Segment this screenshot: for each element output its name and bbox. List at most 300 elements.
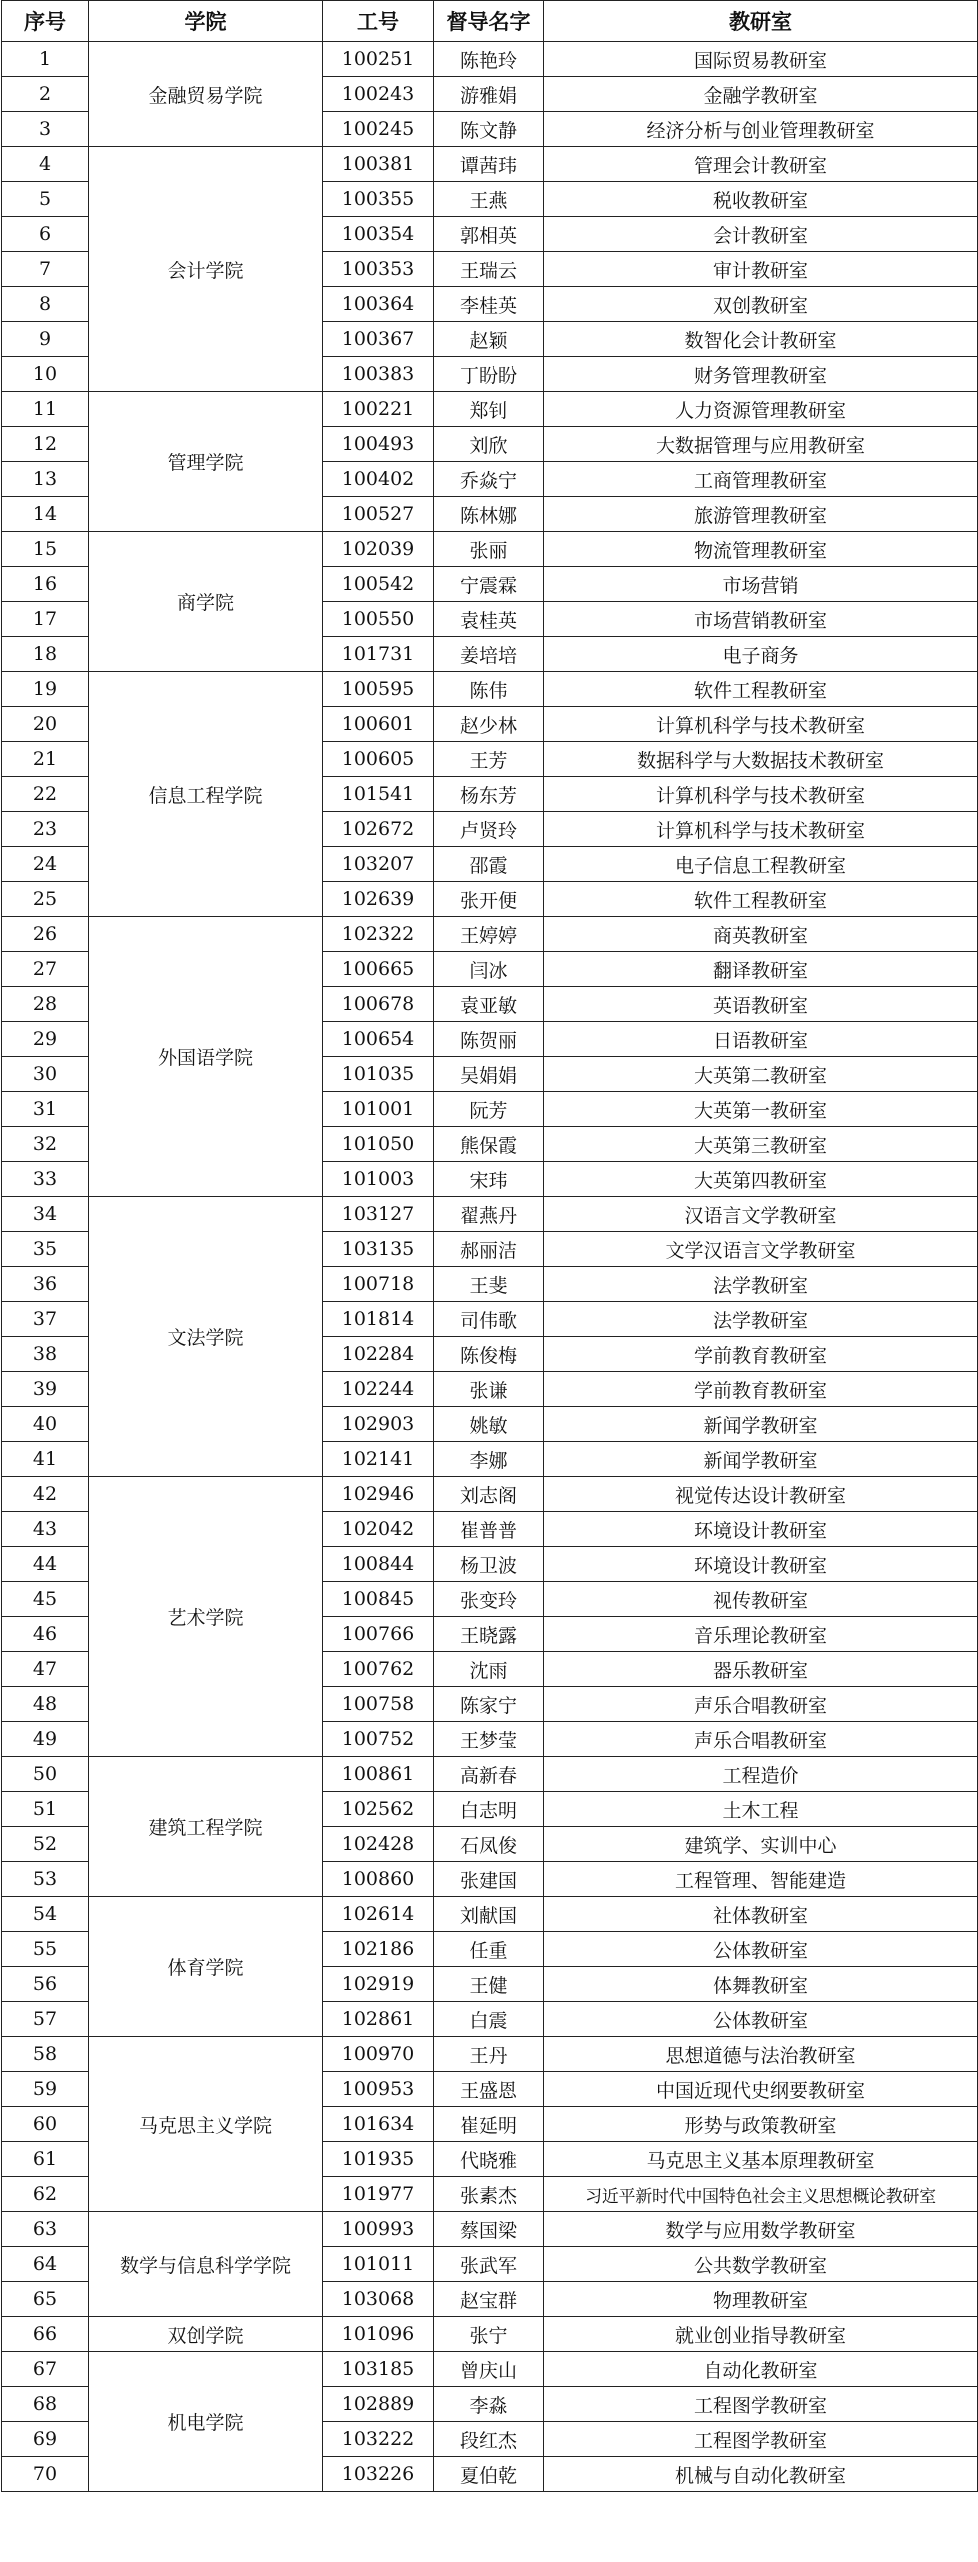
- staff-id-cell: 101003: [323, 1162, 434, 1197]
- serial-cell: 3: [2, 112, 89, 147]
- staff-id-cell: 100678: [323, 987, 434, 1022]
- supervisor-name-cell: 杨卫波: [434, 1547, 544, 1582]
- serial-cell: 43: [2, 1512, 89, 1547]
- supervisor-name-cell: 王盛恩: [434, 2072, 544, 2107]
- teaching-office-cell: 商英教研室: [544, 917, 978, 952]
- teaching-office-cell: 大英第三教研室: [544, 1127, 978, 1162]
- serial-cell: 59: [2, 2072, 89, 2107]
- teaching-office-cell: 思想道德与法治教研室: [544, 2037, 978, 2072]
- supervisor-name-cell: 王斐: [434, 1267, 544, 1302]
- serial-cell: 41: [2, 1442, 89, 1477]
- serial-cell: 2: [2, 77, 89, 112]
- serial-cell: 64: [2, 2247, 89, 2282]
- teaching-office-cell: 计算机科学与技术教研室: [544, 707, 978, 742]
- serial-cell: 17: [2, 602, 89, 637]
- supervisor-name-cell: 袁桂英: [434, 602, 544, 637]
- teaching-office-cell: 马克思主义基本原理教研室: [544, 2142, 978, 2177]
- supervisor-name-cell: 张丽: [434, 532, 544, 567]
- staff-id-cell: 100993: [323, 2212, 434, 2247]
- teaching-office-cell: 自动化教研室: [544, 2352, 978, 2387]
- college-cell: 双创学院: [89, 2317, 323, 2352]
- teaching-office-cell: 英语教研室: [544, 987, 978, 1022]
- teaching-office-cell: 大英第四教研室: [544, 1162, 978, 1197]
- teaching-office-cell: 物流管理教研室: [544, 532, 978, 567]
- teaching-office-cell: 软件工程教研室: [544, 882, 978, 917]
- supervisor-name-cell: 姚敏: [434, 1407, 544, 1442]
- teaching-office-cell: 新闻学教研室: [544, 1442, 978, 1477]
- supervisor-name-cell: 张变玲: [434, 1582, 544, 1617]
- staff-id-cell: 100353: [323, 252, 434, 287]
- staff-id-cell: 100718: [323, 1267, 434, 1302]
- staff-id-cell: 100752: [323, 1722, 434, 1757]
- staff-id-cell: 103207: [323, 847, 434, 882]
- supervisor-name-cell: 邵霞: [434, 847, 544, 882]
- college-cell: 体育学院: [89, 1897, 323, 2037]
- staff-id-cell: 100367: [323, 322, 434, 357]
- serial-cell: 9: [2, 322, 89, 357]
- college-cell: 商学院: [89, 532, 323, 672]
- serial-cell: 23: [2, 812, 89, 847]
- supervisor-name-cell: 刘献国: [434, 1897, 544, 1932]
- staff-id-cell: 100845: [323, 1582, 434, 1617]
- supervisor-name-cell: 王瑞云: [434, 252, 544, 287]
- staff-id-cell: 103222: [323, 2422, 434, 2457]
- serial-cell: 29: [2, 1022, 89, 1057]
- serial-cell: 30: [2, 1057, 89, 1092]
- staff-id-cell: 102284: [323, 1337, 434, 1372]
- serial-cell: 49: [2, 1722, 89, 1757]
- supervisor-name-cell: 陈文静: [434, 112, 544, 147]
- serial-cell: 7: [2, 252, 89, 287]
- header-serial: 序号: [2, 1, 89, 42]
- supervisor-name-cell: 刘志阁: [434, 1477, 544, 1512]
- supervisor-name-cell: 王丹: [434, 2037, 544, 2072]
- supervisor-name-cell: 蔡国梁: [434, 2212, 544, 2247]
- serial-cell: 4: [2, 147, 89, 182]
- teaching-office-cell: 大英第一教研室: [544, 1092, 978, 1127]
- staff-id-cell: 101977: [323, 2177, 434, 2212]
- staff-id-cell: 100605: [323, 742, 434, 777]
- college-cell: 管理学院: [89, 392, 323, 532]
- supervisor-name-cell: 王梦莹: [434, 1722, 544, 1757]
- serial-cell: 18: [2, 637, 89, 672]
- table-row: [2, 1197, 978, 1232]
- serial-cell: 55: [2, 1932, 89, 1967]
- serial-cell: 24: [2, 847, 89, 882]
- staff-id-cell: 100861: [323, 1757, 434, 1792]
- supervisor-name-cell: 张开便: [434, 882, 544, 917]
- supervisor-name-cell: 陈贺丽: [434, 1022, 544, 1057]
- serial-cell: 37: [2, 1302, 89, 1337]
- teaching-office-cell: 工程造价: [544, 1757, 978, 1792]
- staff-id-cell: 102562: [323, 1792, 434, 1827]
- serial-cell: 44: [2, 1547, 89, 1582]
- serial-cell: 22: [2, 777, 89, 812]
- teaching-office-cell: 市场营销教研室: [544, 602, 978, 637]
- serial-cell: 6: [2, 217, 89, 252]
- college-cell: 机电学院: [89, 2352, 323, 2492]
- staff-id-cell: 100245: [323, 112, 434, 147]
- teaching-office-cell: 计算机科学与技术教研室: [544, 777, 978, 812]
- supervisor-name-cell: 石凤俊: [434, 1827, 544, 1862]
- serial-cell: 33: [2, 1162, 89, 1197]
- serial-cell: 54: [2, 1897, 89, 1932]
- staff-id-cell: 100493: [323, 427, 434, 462]
- teaching-office-cell: 双创教研室: [544, 287, 978, 322]
- teaching-office-cell: 会计教研室: [544, 217, 978, 252]
- header-row: [2, 1, 978, 42]
- staff-id-cell: 100860: [323, 1862, 434, 1897]
- serial-cell: 45: [2, 1582, 89, 1617]
- supervisor-name-cell: 王婷婷: [434, 917, 544, 952]
- serial-cell: 61: [2, 2142, 89, 2177]
- college-cell: 数学与信息科学学院: [89, 2212, 323, 2317]
- supervisor-name-cell: 段红杰: [434, 2422, 544, 2457]
- serial-cell: 58: [2, 2037, 89, 2072]
- staff-id-cell: 103185: [323, 2352, 434, 2387]
- serial-cell: 10: [2, 357, 89, 392]
- serial-cell: 31: [2, 1092, 89, 1127]
- staff-id-cell: 102186: [323, 1932, 434, 1967]
- supervisor-name-cell: 崔延明: [434, 2107, 544, 2142]
- staff-id-cell: 102861: [323, 2002, 434, 2037]
- serial-cell: 48: [2, 1687, 89, 1722]
- staff-id-cell: 100402: [323, 462, 434, 497]
- supervisor-name-cell: 高新春: [434, 1757, 544, 1792]
- serial-cell: 21: [2, 742, 89, 777]
- serial-cell: 51: [2, 1792, 89, 1827]
- serial-cell: 42: [2, 1477, 89, 1512]
- header-college: 学院: [89, 1, 323, 42]
- serial-cell: 67: [2, 2352, 89, 2387]
- supervisor-name-cell: 王燕: [434, 182, 544, 217]
- teaching-office-cell: 声乐合唱教研室: [544, 1722, 978, 1757]
- teaching-office-cell: 形势与政策教研室: [544, 2107, 978, 2142]
- teaching-office-cell: 管理会计教研室: [544, 147, 978, 182]
- teaching-office-cell: 汉语言文学教研室: [544, 1197, 978, 1232]
- staff-id-cell: 100221: [323, 392, 434, 427]
- college-cell: 信息工程学院: [89, 672, 323, 917]
- serial-cell: 40: [2, 1407, 89, 1442]
- serial-cell: 25: [2, 882, 89, 917]
- staff-id-cell: 102322: [323, 917, 434, 952]
- college-cell: 外国语学院: [89, 917, 323, 1197]
- teaching-office-cell: 工程图学教研室: [544, 2422, 978, 2457]
- supervisor-name-cell: 熊保霞: [434, 1127, 544, 1162]
- staff-id-cell: 100665: [323, 952, 434, 987]
- supervisor-table: [1, 0, 978, 2492]
- supervisor-name-cell: 谭茜玮: [434, 147, 544, 182]
- table-row: [2, 1897, 978, 1932]
- teaching-office-cell: 体舞教研室: [544, 1967, 978, 2002]
- staff-id-cell: 102672: [323, 812, 434, 847]
- supervisor-name-cell: 陈俊梅: [434, 1337, 544, 1372]
- teaching-office-cell: 大英第二教研室: [544, 1057, 978, 1092]
- supervisor-name-cell: 翟燕丹: [434, 1197, 544, 1232]
- teaching-office-cell: 社体教研室: [544, 1897, 978, 1932]
- supervisor-name-cell: 沈雨: [434, 1652, 544, 1687]
- college-cell: 金融贸易学院: [89, 42, 323, 147]
- serial-cell: 15: [2, 532, 89, 567]
- serial-cell: 65: [2, 2282, 89, 2317]
- staff-id-cell: 100355: [323, 182, 434, 217]
- teaching-office-cell: 文学汉语言文学教研室: [544, 1232, 978, 1267]
- staff-id-cell: 101731: [323, 637, 434, 672]
- supervisor-name-cell: 王芳: [434, 742, 544, 777]
- staff-id-cell: 102903: [323, 1407, 434, 1442]
- college-cell: 文法学院: [89, 1197, 323, 1477]
- college-cell: 马克思主义学院: [89, 2037, 323, 2212]
- teaching-office-cell: 新闻学教研室: [544, 1407, 978, 1442]
- serial-cell: 14: [2, 497, 89, 532]
- supervisor-name-cell: 杨东芳: [434, 777, 544, 812]
- staff-id-cell: 100243: [323, 77, 434, 112]
- teaching-office-cell: 环境设计教研室: [544, 1512, 978, 1547]
- staff-id-cell: 102042: [323, 1512, 434, 1547]
- staff-id-cell: 100654: [323, 1022, 434, 1057]
- staff-id-cell: 103135: [323, 1232, 434, 1267]
- staff-id-cell: 100364: [323, 287, 434, 322]
- teaching-office-cell: 工商管理教研室: [544, 462, 978, 497]
- supervisor-name-cell: 卢贤玲: [434, 812, 544, 847]
- table-row: [2, 392, 978, 427]
- supervisor-name-cell: 白志明: [434, 1792, 544, 1827]
- serial-cell: 28: [2, 987, 89, 1022]
- supervisor-name-cell: 张宁: [434, 2317, 544, 2352]
- teaching-office-cell: 财务管理教研室: [544, 357, 978, 392]
- serial-cell: 66: [2, 2317, 89, 2352]
- serial-cell: 36: [2, 1267, 89, 1302]
- staff-id-cell: 100766: [323, 1617, 434, 1652]
- supervisor-name-cell: 郭相英: [434, 217, 544, 252]
- teaching-office-cell: 工程图学教研室: [544, 2387, 978, 2422]
- teaching-office-cell: 公共数学教研室: [544, 2247, 978, 2282]
- teaching-office-cell: 机械与自动化教研室: [544, 2457, 978, 2492]
- serial-cell: 60: [2, 2107, 89, 2142]
- table-row: [2, 147, 978, 182]
- serial-cell: 12: [2, 427, 89, 462]
- teaching-office-cell: 建筑学、实训中心: [544, 1827, 978, 1862]
- teaching-office-cell: 习近平新时代中国特色社会主义思想概论教研室: [544, 2177, 978, 2212]
- staff-id-cell: 100844: [323, 1547, 434, 1582]
- teaching-office-cell: 中国近现代史纲要教研室: [544, 2072, 978, 2107]
- staff-id-cell: 100601: [323, 707, 434, 742]
- supervisor-name-cell: 李桂英: [434, 287, 544, 322]
- staff-id-cell: 103127: [323, 1197, 434, 1232]
- teaching-office-cell: 视觉传达设计教研室: [544, 1477, 978, 1512]
- serial-cell: 62: [2, 2177, 89, 2212]
- supervisor-name-cell: 张武军: [434, 2247, 544, 2282]
- table-row: [2, 2317, 978, 2352]
- serial-cell: 53: [2, 1862, 89, 1897]
- supervisor-name-cell: 闫冰: [434, 952, 544, 987]
- teaching-office-cell: 国际贸易教研室: [544, 42, 978, 77]
- serial-cell: 11: [2, 392, 89, 427]
- staff-id-cell: 100542: [323, 567, 434, 602]
- serial-cell: 63: [2, 2212, 89, 2247]
- supervisor-name-cell: 丁盼盼: [434, 357, 544, 392]
- teaching-office-cell: 数学与应用数学教研室: [544, 2212, 978, 2247]
- teaching-office-cell: 审计教研室: [544, 252, 978, 287]
- staff-id-cell: 100595: [323, 672, 434, 707]
- serial-cell: 68: [2, 2387, 89, 2422]
- staff-id-cell: 101814: [323, 1302, 434, 1337]
- college-cell: 会计学院: [89, 147, 323, 392]
- teaching-office-cell: 法学教研室: [544, 1302, 978, 1337]
- staff-id-cell: 100762: [323, 1652, 434, 1687]
- serial-cell: 35: [2, 1232, 89, 1267]
- teaching-office-cell: 数据科学与大数据技术教研室: [544, 742, 978, 777]
- teaching-office-cell: 经济分析与创业管理教研室: [544, 112, 978, 147]
- staff-id-cell: 103068: [323, 2282, 434, 2317]
- teaching-office-cell: 日语教研室: [544, 1022, 978, 1057]
- staff-id-cell: 102428: [323, 1827, 434, 1862]
- supervisor-name-cell: 赵少林: [434, 707, 544, 742]
- supervisor-name-cell: 白震: [434, 2002, 544, 2037]
- supervisor-name-cell: 司伟歌: [434, 1302, 544, 1337]
- serial-cell: 70: [2, 2457, 89, 2492]
- serial-cell: 47: [2, 1652, 89, 1687]
- teaching-office-cell: 环境设计教研室: [544, 1547, 978, 1582]
- supervisor-name-cell: 乔焱宁: [434, 462, 544, 497]
- supervisor-name-cell: 王健: [434, 1967, 544, 2002]
- serial-cell: 32: [2, 1127, 89, 1162]
- staff-id-cell: 102946: [323, 1477, 434, 1512]
- supervisor-name-cell: 代晓雅: [434, 2142, 544, 2177]
- teaching-office-cell: 电子信息工程教研室: [544, 847, 978, 882]
- teaching-office-cell: 旅游管理教研室: [544, 497, 978, 532]
- teaching-office-cell: 法学教研室: [544, 1267, 978, 1302]
- staff-id-cell: 100354: [323, 217, 434, 252]
- supervisor-name-cell: 袁亚敏: [434, 987, 544, 1022]
- college-cell: 建筑工程学院: [89, 1757, 323, 1897]
- serial-cell: 19: [2, 672, 89, 707]
- supervisor-name-cell: 张谦: [434, 1372, 544, 1407]
- staff-id-cell: 100251: [323, 42, 434, 77]
- serial-cell: 8: [2, 287, 89, 322]
- supervisor-name-cell: 李娜: [434, 1442, 544, 1477]
- header-supervisor-name: 督导名字: [434, 1, 544, 42]
- header-staff-id: 工号: [323, 1, 434, 42]
- serial-cell: 56: [2, 1967, 89, 2002]
- supervisor-name-cell: 姜培培: [434, 637, 544, 672]
- teaching-office-cell: 金融学教研室: [544, 77, 978, 112]
- staff-id-cell: 102639: [323, 882, 434, 917]
- header-teaching-office: 教研室: [544, 1, 978, 42]
- staff-id-cell: 101541: [323, 777, 434, 812]
- serial-cell: 5: [2, 182, 89, 217]
- staff-id-cell: 101035: [323, 1057, 434, 1092]
- teaching-office-cell: 公体教研室: [544, 1932, 978, 1967]
- staff-id-cell: 100970: [323, 2037, 434, 2072]
- table-row: [2, 672, 978, 707]
- supervisor-name-cell: 游雅娟: [434, 77, 544, 112]
- staff-id-cell: 102889: [323, 2387, 434, 2422]
- supervisor-name-cell: 任重: [434, 1932, 544, 1967]
- supervisor-name-cell: 李淼: [434, 2387, 544, 2422]
- serial-cell: 16: [2, 567, 89, 602]
- staff-id-cell: 101050: [323, 1127, 434, 1162]
- staff-id-cell: 101001: [323, 1092, 434, 1127]
- staff-id-cell: 102919: [323, 1967, 434, 2002]
- supervisor-name-cell: 夏伯乾: [434, 2457, 544, 2492]
- supervisor-name-cell: 赵颖: [434, 322, 544, 357]
- teaching-office-cell: 工程管理、智能建造: [544, 1862, 978, 1897]
- teaching-office-cell: 学前教育教研室: [544, 1337, 978, 1372]
- serial-cell: 50: [2, 1757, 89, 1792]
- table-row: [2, 2352, 978, 2387]
- teaching-office-cell: 音乐理论教研室: [544, 1617, 978, 1652]
- supervisor-name-cell: 崔普普: [434, 1512, 544, 1547]
- teaching-office-cell: 数智化会计教研室: [544, 322, 978, 357]
- teaching-office-cell: 人力资源管理教研室: [544, 392, 978, 427]
- serial-cell: 69: [2, 2422, 89, 2457]
- staff-id-cell: 103226: [323, 2457, 434, 2492]
- supervisor-name-cell: 张建国: [434, 1862, 544, 1897]
- supervisor-name-cell: 陈林娜: [434, 497, 544, 532]
- supervisor-name-cell: 陈家宁: [434, 1687, 544, 1722]
- supervisor-name-cell: 宁震霖: [434, 567, 544, 602]
- staff-id-cell: 100758: [323, 1687, 434, 1722]
- teaching-office-cell: 器乐教研室: [544, 1652, 978, 1687]
- teaching-office-cell: 土木工程: [544, 1792, 978, 1827]
- serial-cell: 34: [2, 1197, 89, 1232]
- staff-id-cell: 102244: [323, 1372, 434, 1407]
- staff-id-cell: 100527: [323, 497, 434, 532]
- teaching-office-cell: 公体教研室: [544, 2002, 978, 2037]
- teaching-office-cell: 物理教研室: [544, 2282, 978, 2317]
- serial-cell: 57: [2, 2002, 89, 2037]
- serial-cell: 20: [2, 707, 89, 742]
- supervisor-name-cell: 吴娟娟: [434, 1057, 544, 1092]
- staff-id-cell: 102614: [323, 1897, 434, 1932]
- supervisor-name-cell: 郝丽洁: [434, 1232, 544, 1267]
- table-row: [2, 532, 978, 567]
- serial-cell: 27: [2, 952, 89, 987]
- supervisor-name-cell: 王晓露: [434, 1617, 544, 1652]
- teaching-office-cell: 计算机科学与技术教研室: [544, 812, 978, 847]
- staff-id-cell: 100953: [323, 2072, 434, 2107]
- table-row: [2, 1477, 978, 1512]
- table-row: [2, 42, 978, 77]
- serial-cell: 39: [2, 1372, 89, 1407]
- staff-id-cell: 100550: [323, 602, 434, 637]
- staff-id-cell: 102039: [323, 532, 434, 567]
- supervisor-name-cell: 刘欣: [434, 427, 544, 462]
- teaching-office-cell: 翻译教研室: [544, 952, 978, 987]
- teaching-office-cell: 软件工程教研室: [544, 672, 978, 707]
- table-body: [2, 42, 978, 2492]
- serial-cell: 46: [2, 1617, 89, 1652]
- supervisor-name-cell: 阮芳: [434, 1092, 544, 1127]
- table-row: [2, 917, 978, 952]
- serial-cell: 1: [2, 42, 89, 77]
- staff-id-cell: 101935: [323, 2142, 434, 2177]
- teaching-office-cell: 大数据管理与应用教研室: [544, 427, 978, 462]
- serial-cell: 26: [2, 917, 89, 952]
- teaching-office-cell: 声乐合唱教研室: [544, 1687, 978, 1722]
- supervisor-name-cell: 陈艳玲: [434, 42, 544, 77]
- supervisor-name-cell: 郑钊: [434, 392, 544, 427]
- serial-cell: 13: [2, 462, 89, 497]
- teaching-office-cell: 就业创业指导教研室: [544, 2317, 978, 2352]
- staff-id-cell: 100383: [323, 357, 434, 392]
- supervisor-name-cell: 宋玮: [434, 1162, 544, 1197]
- staff-id-cell: 102141: [323, 1442, 434, 1477]
- teaching-office-cell: 税收教研室: [544, 182, 978, 217]
- staff-id-cell: 101634: [323, 2107, 434, 2142]
- teaching-office-cell: 视传教研室: [544, 1582, 978, 1617]
